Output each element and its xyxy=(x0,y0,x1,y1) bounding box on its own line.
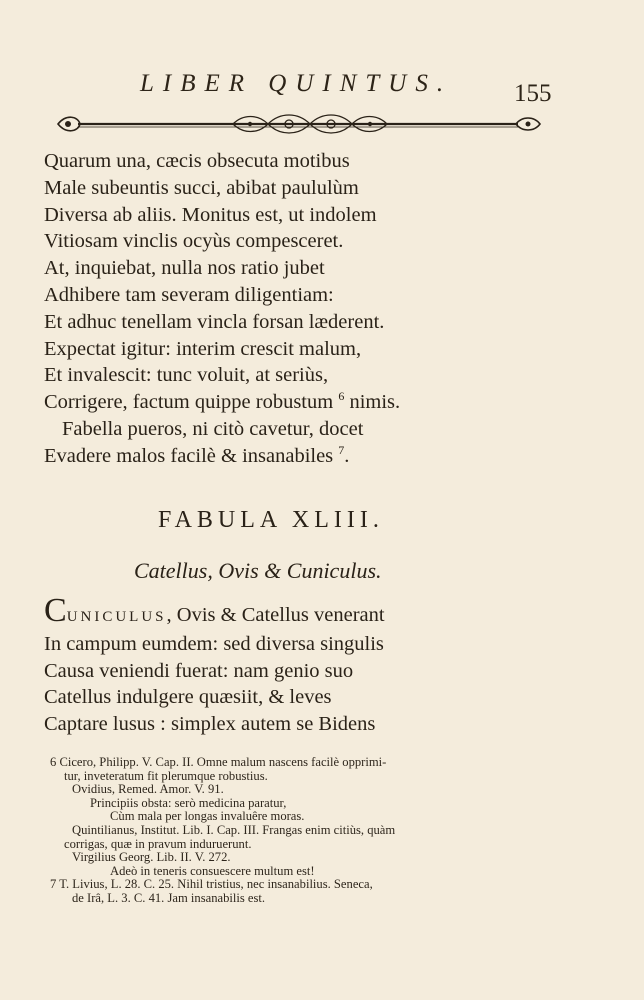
verse-line: Adhibere tam severam diligentiam: xyxy=(44,283,334,306)
footnote-line: Virgilius Georg. Lib. II. V. 272. xyxy=(72,850,231,865)
verse-line: Causa veniendi fuerat: nam genio suo xyxy=(44,659,354,682)
verse-text: Corrigere, factum quippe robustum xyxy=(44,391,334,414)
small-caps-word: UNICULUS xyxy=(66,609,167,625)
footnote-line: de Irâ, L. 3. C. 41. Jam insanabilis est. xyxy=(72,890,266,905)
fable-verse-block xyxy=(44,592,385,738)
verse-line: Et invalescit: tunc voluit, at seriùs, xyxy=(44,364,329,387)
verse-text-tail: . xyxy=(344,444,350,467)
footnote-line: Cùm mala per longas invaluêre moras. xyxy=(110,809,305,824)
running-head: LIBER QUINTUS. xyxy=(140,70,453,97)
page-number: 155 xyxy=(514,80,552,107)
verse-line: Quarum una, cæcis obsecuta motibus xyxy=(44,150,350,172)
drop-cap: C xyxy=(44,592,67,629)
verse-line: Et adhuc tenellam vincla forsan læderent. xyxy=(44,310,385,333)
verse-line: Catellus indulgere quæsiit, & leves xyxy=(44,686,332,709)
fable-subtitle: Catellus, Ovis & Cuniculus. xyxy=(134,558,382,583)
verse-text: , Ovis & Catellus venerant xyxy=(166,604,385,626)
verse-text-tail: nimis. xyxy=(344,391,401,414)
footnotes xyxy=(50,756,610,906)
verse-line: Expectat igitur: interim crescit malum, xyxy=(44,337,362,360)
verse-line: Captare lusus : simplex autem se Bidens xyxy=(44,713,376,736)
footnote-line: Principiis obsta: serò medicina paratur, xyxy=(90,795,287,810)
verse-line: At, inquiebat, nulla nos ratio jubet xyxy=(44,257,325,280)
footnote-line: tur, inveteratum fit plerumque robustius. xyxy=(64,768,268,783)
verse-line-footnoted xyxy=(44,443,400,470)
footnote-line: 7 T. Livius, L. 28. C. 25. Nihil tristius, nec insanabilius. Seneca, xyxy=(50,877,373,892)
decorative-rule-icon xyxy=(48,112,548,136)
verse-line: In campum eumdem: sed diversa singulis xyxy=(44,632,384,655)
verse-block xyxy=(44,148,400,470)
verse-line-footnoted xyxy=(44,389,400,416)
verse-line: Male subeuntis succi, abibat paululùm xyxy=(44,176,359,199)
footnote-line: Ovidius, Remed. Amor. V. 91. xyxy=(72,782,224,797)
verse-line: Fabella pueros, ni citò cavetur, docet xyxy=(62,417,364,440)
verse-text: Evadere malos facilè & insanabiles xyxy=(44,444,334,467)
footnote-marker[interactable]: 7 xyxy=(338,442,345,457)
footnote-marker[interactable]: 6 xyxy=(338,389,345,404)
fable-title: FABULA XLIII. xyxy=(158,507,384,533)
footnote-line: Quintilianus, Institut. Lib. I. Cap. III. Frangas enim citiùs, quàm xyxy=(72,822,396,837)
fable-first-line xyxy=(44,592,385,631)
footnote-line: Adeò in teneris consuescere multum est! xyxy=(110,863,315,878)
footnote-line: corrigas, quæ in pravum induruerunt. xyxy=(64,836,252,851)
verse-line: Diversa ab aliis. Monitus est, ut indolem xyxy=(44,203,377,226)
verse-line: Vitiosam vinclis ocyùs compesceret. xyxy=(44,230,344,253)
footnote-line: 6 Cicero, Philipp. V. Cap. II. Omne malum nascens facilè opprimi- xyxy=(50,755,387,769)
